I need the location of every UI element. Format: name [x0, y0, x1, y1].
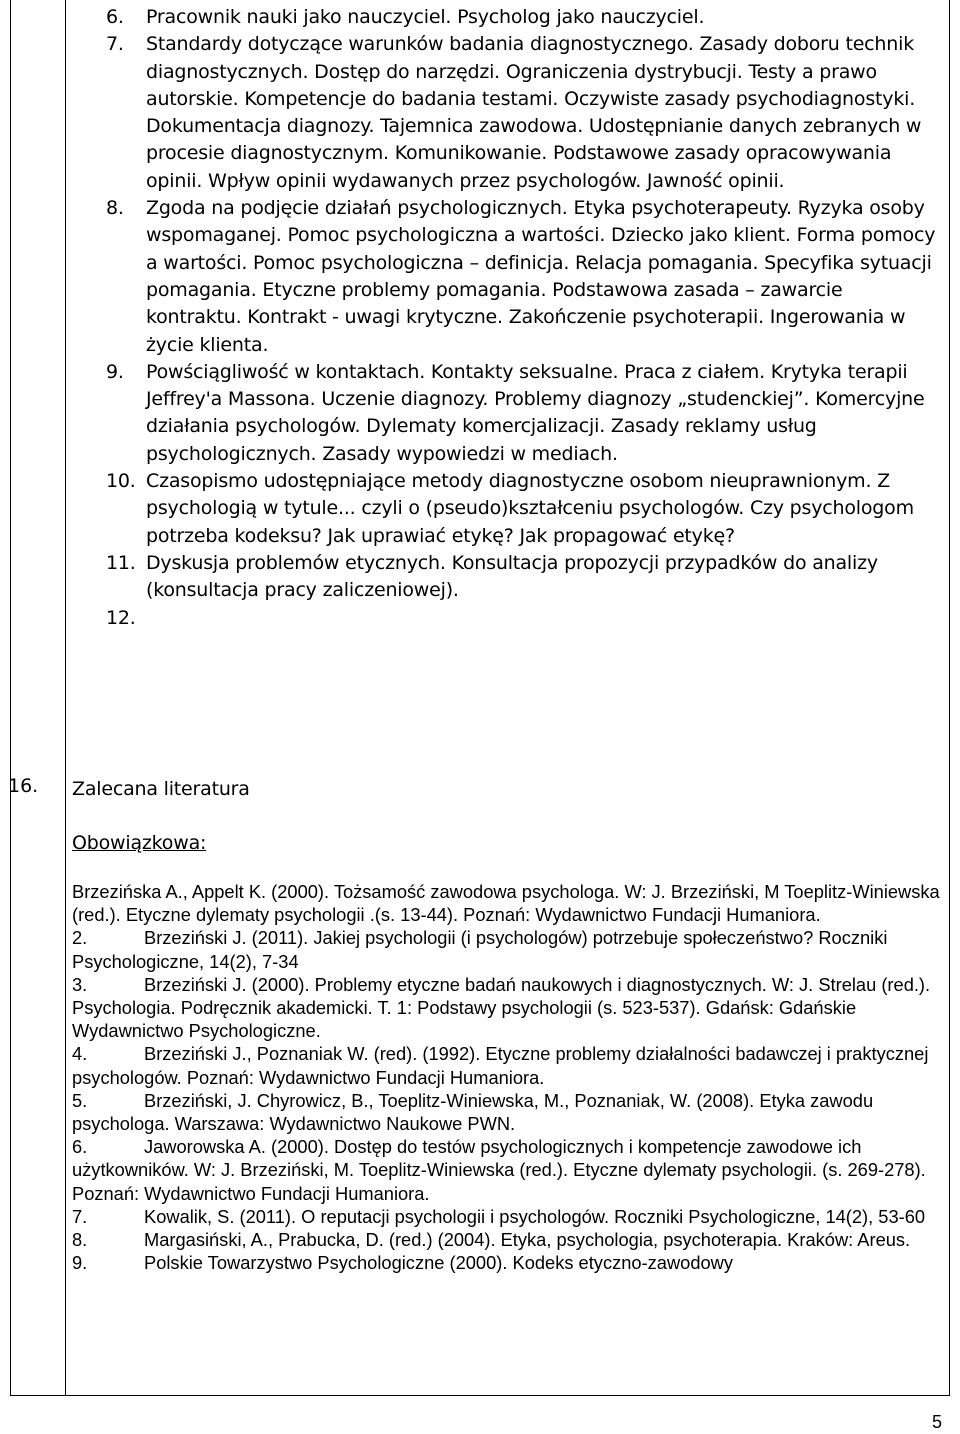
section-number: 16.	[8, 775, 39, 797]
list-item	[106, 4, 942, 31]
reference-number: 6.	[72, 1136, 88, 1158]
reference-text: Brzezińska A., Appelt K. (2000). Tożsamość zawodowa psychologa. W: J. Brzeziński, M Toeplitz-Winiewska (red.). Etyczne dylematy psychologii .(s. 13-44). Poznań: Wydawnictwo Fundacji Humaniora.	[72, 881, 940, 926]
reference-text: Brzeziński J., Poznaniak W. (red). (1992). Etyczne problemy działalności badawczej i praktycznej psychologów. Poznań: Wydawnictwo Fundacji Humaniora.	[72, 1043, 929, 1088]
list-item-text: Powściągliwość w kontaktach. Kontakty seksualne. Praca z ciałem. Krytyka terapii Jeffrey'a Massona. Uczenie diagnozy. Problemy diagnozy „studenckiej”. Komercyjne działania psychologów. Dylematy komercjalizacji. Zasady reklamy usług psychologicznych. Zasady wypowiedzi w mediach.	[146, 360, 925, 465]
list-item	[106, 195, 942, 359]
reference-number: 5.	[72, 1089, 88, 1111]
reference-number: 9.	[72, 1252, 88, 1274]
reference-text: Kowalik, S. (2011). O reputacji psychologii i psychologów. Roczniki Psychologiczne, 14(2), 53-60	[144, 1205, 926, 1227]
list-item	[106, 359, 942, 468]
list-item-text: Zgoda na podjęcie działań psychologicznych. Etyka psychoterapeuty. Ryzyka osoby wspomaganej. Pomoc psychologiczna a wartości. Dziecko jako klient. Forma pomocy a wartości. Pomoc psychologiczna – definicja. Relacja pomagania. Specyfika sytuacji pomagania. Etyczne problemy pomagania. Podstawowa zasada – zawarcie kontraktu. Kontrakt - uwagi krytyczne. Zakończenie psychoterapii. Ingerowania w życie klienta.	[146, 197, 936, 356]
list-item-text: Standardy dotyczące warunków badania diagnostycznego. Zasady doboru technik diagnostycznych. Dostęp do narzędzi. Ograniczenia dystrybucji. Testy a prawo autorskie. Kompetencje do badania testami. Oczywiste zasady psychodiagnostyki. Dokumentacja diagnozy. Tajemnica zawodowa. Udostępnianie danych zebranych w procesie diagnostycznym. Komunikowanie. Podstawowe zasady opracowywania opinii. Wpływ opinii wydawanych przez psychologów. Jawność opinii.	[146, 33, 922, 192]
list-item-number: 8.	[106, 197, 124, 220]
reference-text: Brzeziński J. (2011). Jakiej psychologii (i psychologów) potrzebuje społeczeństwo? Roczniki Psychologiczne, 14(2), 7-34	[72, 927, 888, 972]
list-item-number: 6.	[106, 6, 124, 28]
list-item-text: Pracownik nauki jako nauczyciel. Psycholog jako nauczyciel.	[146, 6, 705, 28]
topic-list	[106, 4, 942, 629]
reference-number: 3.	[72, 973, 88, 995]
reference-number: 4.	[72, 1043, 88, 1065]
required-reading-heading: Obowiązkowa:	[72, 832, 207, 854]
reference-text: Polskie Towarzystwo Psychologiczne (2000). Kodeks etyczno-zawodowy	[144, 1252, 733, 1274]
list-item-number: 7.	[106, 33, 124, 56]
reference-item	[72, 973, 944, 1043]
list-item	[106, 550, 942, 605]
reference-item	[72, 1042, 944, 1088]
reference-number: 8.	[72, 1229, 88, 1251]
reference-item	[72, 1228, 944, 1251]
list-item	[106, 31, 942, 195]
reference-item	[72, 1089, 944, 1135]
reference-list	[72, 880, 944, 1274]
reference-item	[72, 1251, 944, 1274]
reference-number: 2.	[72, 927, 88, 949]
list-item-number: 10.	[106, 470, 136, 493]
reference-number: 7.	[72, 1205, 88, 1227]
reference-text: Margasiński, A., Prabucka, D. (red.) (2004). Etyka, psychologia, psychoterapia. Kraków: Areus.	[144, 1229, 911, 1251]
section-title: Zalecana literatura	[72, 778, 250, 800]
column-divider	[65, 0, 66, 1395]
reference-item	[72, 926, 944, 972]
reference-text: Jaworowska A. (2000). Dostęp do testów psychologicznych i kompetencje zawodowe ich użytkowników. W: J. Brzeziński, M. Toeplitz-Winiewska (red.). Etyczne dylematy psychologii. (s. 269-278). Poznań: Wydawnictwo Fundacji Humaniora.	[72, 1136, 926, 1204]
reference-item	[72, 1135, 944, 1205]
list-item-number: 12.	[106, 606, 136, 629]
reference-item	[72, 880, 944, 926]
page-number: 5	[931, 1412, 942, 1432]
list-item-text: Czasopismo udostępniające metody diagnostyczne osobom nieuprawnionym. Z psychologią w tytule... czyli o (pseudo)kształceniu psychologów. Czy psychologom potrzeba kodeksu? Jak uprawiać etykę? Jak propagować etykę?	[146, 470, 914, 547]
list-item	[106, 468, 942, 550]
list-item-text: Dyskusja problemów etycznych. Konsultacja propozycji przypadków do analizy (konsultacja pracy zaliczeniowej).	[146, 551, 878, 602]
reference-text: Brzeziński J. (2000). Problemy etyczne badań naukowych i diagnostycznych. W: J. Strelau (red.). Psychologia. Podręcznik akademicki. T. 1: Podstawy psychologii (s. 523-537). Gdańsk: Gdańskie Wydawnictwo Psychologiczne.	[72, 973, 931, 1042]
list-item-number: 11.	[106, 551, 136, 574]
list-item-number: 9.	[106, 360, 124, 383]
reference-item	[72, 1205, 944, 1228]
reference-text: Brzeziński, J. Chyrowicz, B., Toeplitz-Winiewska, M., Poznaniak, W. (2008). Etyka zawodu psychologa. Warszawa: Wydawnictwo Naukowe PWN.	[72, 1089, 874, 1135]
